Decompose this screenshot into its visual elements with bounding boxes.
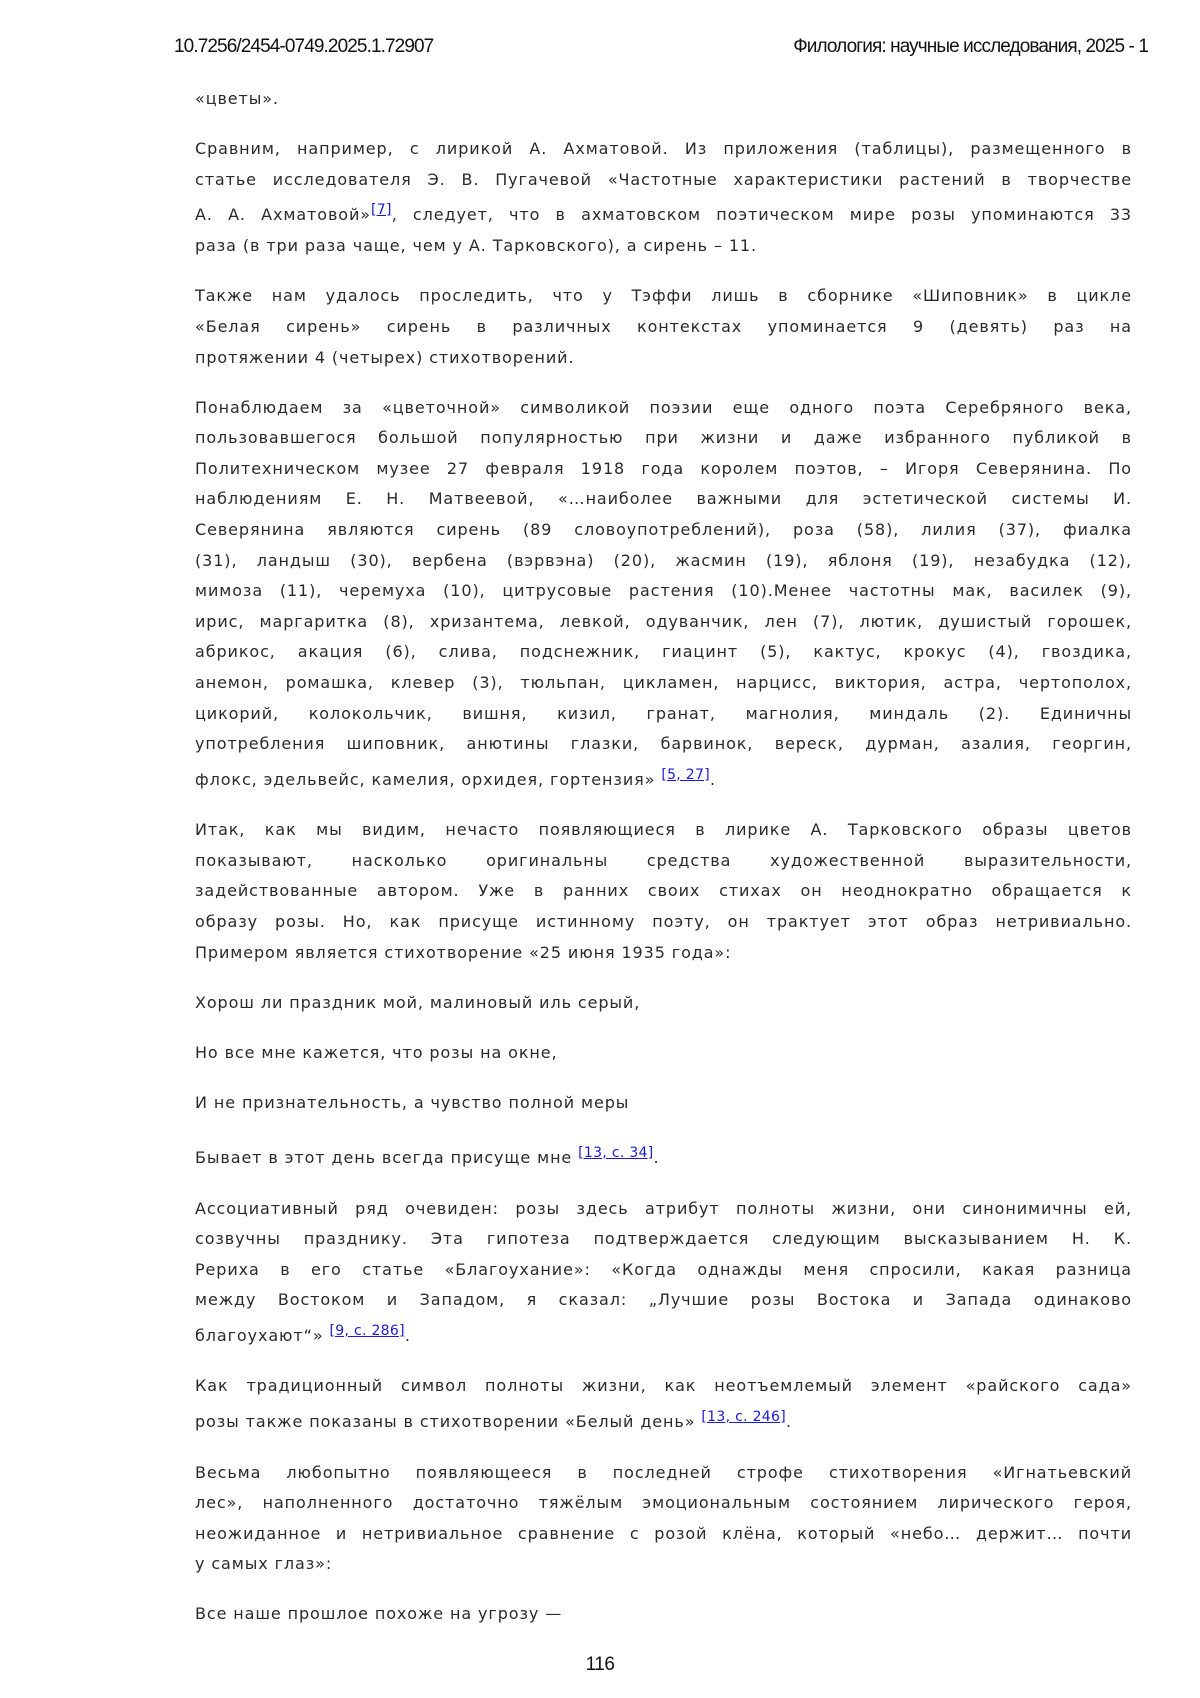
text-line: Политехническом музее 27 февраля 1918 года королем поэтов, – Игоря Северянина. По — [195, 458, 1132, 478]
text-line: Примером является стихотворение «25 июня 1935 года»: — [195, 942, 732, 962]
text-line: между Востоком и Западом, я сказал: „Лучшие розы Востока и Запада одинаково — [195, 1290, 1132, 1310]
text-line: Сравним, например, с лирикой А. Ахматовой. Из приложения (таблицы), размещенного в — [195, 139, 1132, 159]
text-line: лес», наполненного достаточно тяжёлым эмоциональным состоянием лирического героя, — [195, 1493, 1132, 1513]
text-line: Все наше прошлое похоже на угрозу — — [195, 1604, 563, 1624]
text-line: наблюдениям Е. Н. Матвеевой, «…наиболее важными для эстетической системы И. — [195, 489, 1132, 509]
text-line: розы также показаны в стихотворении «Белый день» [13, с. 246]. — [195, 1409, 792, 1431]
text-line: образу розы. Но, как присуще истинному поэту, он трактует этот образ нетривиально. — [195, 912, 1132, 932]
text-line: А. А. Ахматовой»[7], следует, что в ахматовском поэтическом мире розы упоминаются 33 — [195, 202, 1132, 225]
paragraph — [195, 1371, 1132, 1438]
citation-link[interactable]: [13, с. 34] — [578, 1145, 654, 1162]
text-line: Бывает в этот день всегда присуще мне [13, с. 34]. — [195, 1145, 660, 1168]
text-line: задействованные автором. Уже в ранних своих стихах он неоднократно обращается к — [195, 881, 1132, 901]
paragraph — [195, 1194, 1132, 1352]
article-body — [195, 84, 1132, 1649]
text-line: Итак, как мы видим, нечасто появляющиеся в лирике А. Тарковского образы цветов — [195, 820, 1132, 840]
text-line: абрикос, акация (6), слива, подснежник, гиацинт (5), кактус, крокус (4), гвоздика, — [195, 642, 1132, 662]
paragraph — [195, 1458, 1132, 1580]
text-line: Но все мне кажется, что розы на окне, — [195, 1042, 558, 1062]
paragraph — [195, 815, 1132, 968]
text-line: Северянина являются сирень (89 словоупотреблений), роза (58), лилия (37), фиалка — [195, 520, 1132, 540]
text-line: мимоза (11), черемуха (10), цитрусовые растения (10).Менее частотны мак, василек (9), — [195, 581, 1132, 601]
text-line: неожиданное и нетривиальное сравнение с розой клёна, который «небо… держит… почти — [195, 1523, 1132, 1543]
text-line: анемон, ромашка, клевер (3), тюльпан, цикламен, нарцисс, виктория, астра, чертополох, — [195, 673, 1132, 692]
text-line: созвучны празднику. Эта гипотеза подтверждается следующим высказыванием Н. К. — [195, 1229, 1132, 1249]
doi-header: 10.7256/2454-0749.2025.1.72907 — [174, 36, 434, 57]
citation-link[interactable]: [13, с. 246] — [701, 1409, 786, 1425]
text-line: протяжении 4 (четырех) стихотворений. — [195, 347, 575, 367]
text-line: показывают, насколько оригинальны средства художественной выразительности, — [195, 850, 1132, 870]
text-line: Ассоциативный ряд очевиден: розы здесь атрибут полноты жизни, они синонимичны ей, — [195, 1198, 1132, 1218]
paragraph — [195, 134, 1132, 262]
paragraph — [195, 1599, 1132, 1630]
text-line: раза (в три раза чаще, чем у А. Тарковского), а сирень – 11. — [195, 236, 757, 256]
paragraph — [195, 1038, 1132, 1069]
paragraph — [195, 988, 1132, 1019]
citation-link[interactable]: [5, 27] — [661, 766, 710, 783]
paragraph — [195, 84, 1132, 115]
citation-link[interactable]: [7] — [370, 202, 392, 219]
journal-header: Филология: научные исследования, 2025 - 1 — [793, 36, 1148, 57]
text-line: Рериха в его статье «Благоухание»: «Когда однажды меня спросили, какая разница — [195, 1259, 1132, 1279]
text-line: Как традиционный символ полноты жизни, как неотъемлемый элемент «райского сада» — [195, 1376, 1132, 1396]
text-line: Понаблюдаем за «цветочной» символикой поэзии еще одного поэта Серебряного века, — [195, 397, 1132, 417]
text-line: пользовавшегося большой популярностью при жизни и даже избранного публикой в — [195, 428, 1132, 448]
text-line: «цветы». — [195, 89, 279, 108]
text-line: употребления шиповник, анютины глазки, барвинок, вереск, дурман, азалия, георгин, — [195, 734, 1132, 754]
text-line: благоухают“» [9, с. 286]. — [195, 1322, 411, 1345]
page-number: 116 — [585, 1654, 615, 1675]
text-line: (31), ландыш (30), вербена (вэрвэна) (20), жасмин (19), яблоня (19), незабудка (12), — [195, 550, 1132, 570]
text-line: у самых глаз»: — [195, 1554, 333, 1574]
text-line: Также нам удалось проследить, что у Тэффи лишь в сборнике «Шиповник» в цикле — [195, 286, 1132, 306]
text-line: флокс, эдельвейс, камелия, орхидея, гортензия» [5, 27]. — [195, 766, 716, 789]
paragraph — [195, 1088, 1132, 1119]
text-line: цикорий, колокольчик, вишня, кизил, гранат, магнолия, миндаль (2). Единичны — [195, 703, 1132, 723]
paragraph — [195, 1138, 1132, 1174]
citation-link[interactable]: [9, с. 286] — [329, 1322, 405, 1339]
text-line: «Белая сирень» сирень в различных контекстах упоминается 9 (девять) раз на — [195, 316, 1132, 336]
text-line: И не признательность, а чувство полной меры — [195, 1092, 630, 1112]
paragraph — [195, 393, 1132, 796]
text-line: Хорош ли праздник мой, малиновый иль серый, — [195, 992, 641, 1012]
text-line: статье исследователя Э. В. Пугачевой «Частотные характеристики растений в творчестве — [195, 169, 1132, 189]
text-line: Весьма любопытно появляющееся в последней строфе стихотворения «Игнатьевский — [195, 1462, 1132, 1482]
text-line: ирис, маргаритка (8), хризантема, левкой, одуванчик, лен (7), лютик, душистый горошек, — [195, 611, 1132, 631]
paragraph — [195, 281, 1132, 373]
